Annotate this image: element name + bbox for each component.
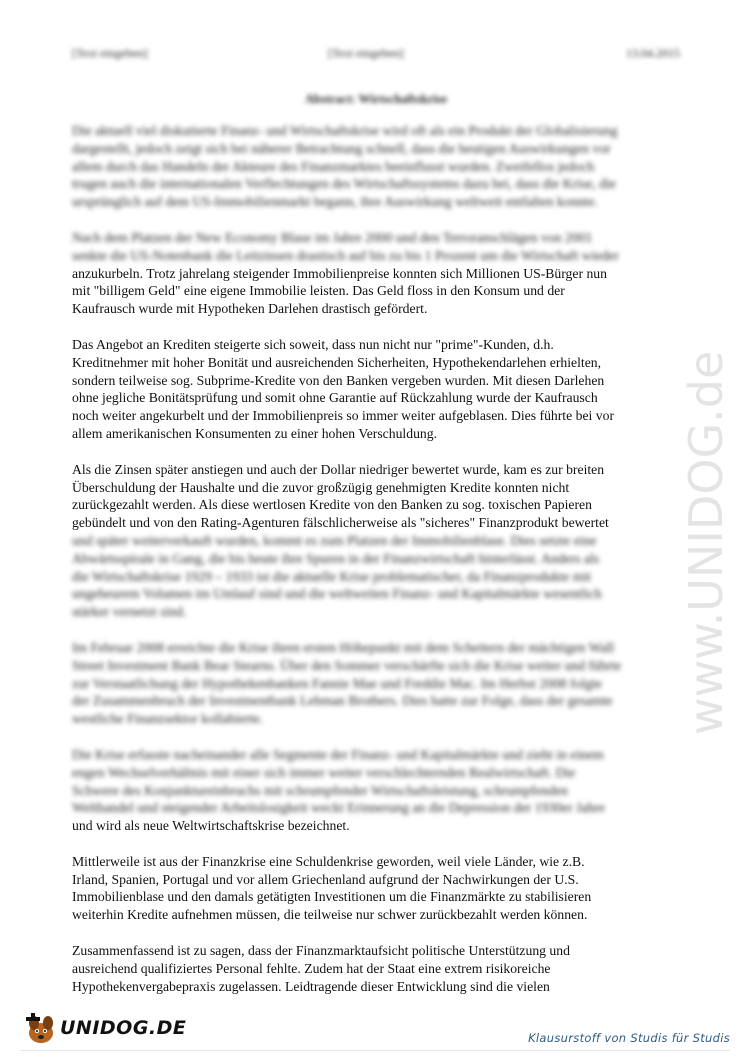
paragraph	[72, 461, 682, 621]
text-line: mit "billigem Geld" eine eigene Immobilie leisten. Das Geld floss in den Konsum und der	[72, 283, 565, 299]
text-line: die Wirtschaftskrise 1929 – 1933 ist die aktuelle Krise problematischer, da Finanzprodukte mit	[72, 568, 592, 584]
text-line: weiterhin Kredite aufnehmen müssen, die teilweise nur schwer zurückbezahlt werden können.	[72, 907, 588, 923]
text-line: Kaufrausch wurde mit Hypotheken Darlehen drastisch gefördert.	[72, 301, 428, 317]
paragraph	[72, 746, 682, 835]
text-line: Das Angebot an Krediten steigerte sich soweit, dass nun nicht nur "prime"-Kunden, d.h.	[72, 336, 554, 352]
paragraph	[72, 853, 682, 924]
document-title: Abstract: Wirtschaftskrise	[304, 92, 448, 106]
text-line: Als die Zinsen später anstiegen und auch der Dollar niedriger bewertet wurde, kam es zur breiten	[72, 461, 605, 477]
page-header	[72, 46, 680, 64]
text-line: Zusammenfassend ist zu sagen, dass der Finanzmarktaufsicht politische Unterstützung und	[72, 943, 570, 959]
text-line: allem durch das Handeln der Akteure des Finanzmarktes beeinflusst wurden. Zweifellos jedoch	[72, 158, 595, 174]
paragraph	[72, 942, 682, 995]
paragraph	[72, 122, 682, 211]
watermark-text: www.UNIDOG.de	[679, 350, 733, 735]
text-line: Hypothekenvergabepraxis zugelassen. Leidtragende dieser Entwicklung sind die vielen	[72, 978, 550, 994]
text-line: Die aktuell viel diskutierte Finanz- und Wirtschaftskrise wird oft als ein Produkt der Globalisierung	[72, 123, 618, 138]
text-line: gebündelt und von den Rating-Agenturen fälschlicherweise als "sicheres" Finanzprodukt bewertet	[72, 515, 609, 531]
text-line: ausreichend qualifiziertes Personal fehlte. Zudem hat der Staat eine extrem risikoreiche	[72, 960, 551, 976]
text-line: dargestellt, jedoch zeigt sich bei näherer Betrachtung schnell, dass die heutigen Auswirkungen vor	[72, 140, 611, 156]
text-line: Im Februar 2008 erreichte die Krise ihren ersten Höhepunkt mit dem Scheitern der mächtigen Wall	[72, 639, 615, 655]
text-line: allem amerikanischen Konsumenten zu einer hohen Verschuldung.	[72, 425, 438, 441]
text-line: ursprünglich auf dem US-Immobilienmarkt begann, ihre Auswirkung weltweit entfalten konnte.	[72, 194, 598, 210]
text-line: stärker vernetzt sind.	[72, 604, 187, 620]
text-line: Die Krise erfasste nacheinander alle Segmente der Finanz- und Kapitalmärkte und zieht in einem	[72, 746, 604, 762]
text-line: zur Verstaatlichung der Hypothekenbanken Fannie Mae und Freddie Mac. Im Herbst 2008 folgte	[72, 675, 602, 691]
document-body	[72, 122, 682, 1013]
text-line: Abwärtsspirale in Gang, die bis heute ihre Spuren in der Finanzwirtschaft hinterlässt. Anders als	[72, 550, 600, 566]
text-line: zurückgezahlt werden. Als diese wertlosen Kredite von den Banken zu sog. toxischen Papieren	[72, 497, 592, 513]
header-left-placeholder: [Text eingeben]	[72, 46, 148, 60]
logo-text: UNIDOG.DE	[60, 1017, 187, 1039]
paragraph	[72, 229, 682, 318]
text-line: der Zusammenbruch der Investmentbank Lehman Brothers. Dies hatte zur Folge, dass der gesamte	[72, 693, 613, 709]
text-line: Kreditnehmer mit hoher Bonität und ausreichenden Sicherheiten, Hypothekendarlehen erhielten,	[72, 354, 602, 370]
text-line: Überschuldung der Haushalte und die zuvor großzügig genehmigten Kredite konnten nicht	[72, 479, 570, 495]
paragraph	[72, 639, 682, 728]
text-line: ohne jegliche Bonitätsprüfung und somit ohne Garantie auf Rückzahlung wurde der Kaufrausch	[72, 390, 598, 406]
text-line: noch weiter angekurbelt und der Immobilienpreis so immer weiter aufgeblasen. Dies führte bei vor	[72, 408, 614, 424]
text-line: trugen auch die internationalen Verflechtungen des Wirtschaftssystems dazu bei, dass die Krise, die	[72, 176, 616, 192]
header-center-placeholder: [Text eingeben]	[328, 46, 404, 60]
paragraph	[72, 336, 682, 443]
text-line: senkte die US-Notenbank die Leitzinsen drastisch auf bis zu bis 1 Prozent um die Wirtschaft wieder	[72, 247, 619, 263]
text-line: ungeheurem Volumen im Umlauf sind und die weltweiten Finanz- und Kapitalmärkte wesentlich	[72, 586, 602, 602]
text-line: Schwere des Konjunktureinbruchs mit schrumpfender Wirtschaftsleistung, schrumpfenden	[72, 782, 569, 798]
unidog-logo[interactable]	[22, 1013, 187, 1047]
footer-divider	[20, 1050, 730, 1051]
text-line: Mittlerweile ist aus der Finanzkrise eine Schuldenkrise geworden, weil viele Länder, wie z.B.	[72, 853, 585, 869]
dog-mascot-icon	[22, 1013, 62, 1047]
text-line: Irland, Spanien, Portugal und vor allem Griechenland aufgrund der Nachwirkungen der U.S.	[72, 871, 579, 887]
text-line: Immobilienblase und den damals getätigten Investitionen um die Finanzmärkte zu stabilisieren	[72, 889, 592, 905]
text-line: engen Wechselverhältnis mit einer sich immer weiter verschlechternden Realwirtschaft. Die	[72, 764, 576, 780]
text-line: Welthandel und steigender Arbeitslosigkeit weckt Erinnerung an die Depression der 1930er Jahre	[72, 800, 605, 816]
text-line: Nach dem Platzen der New Economy Blase im Jahre 2000 und den Terroranschlägen von 2001	[72, 229, 593, 245]
text-line: sondern teilweise sog. Subprime-Kredite von den Banken vergeben wurden. Mit diesen Darlehen	[72, 372, 605, 388]
text-line: anzukurbeln. Trotz jahrelang steigender Immobilienpreise konnten sich Millionen US-Bürger nun	[72, 265, 607, 281]
footer-tagline: Klausurstoff von Studis für Studis	[528, 1031, 730, 1045]
text-line: und wird als neue Weltwirtschaftskrise bezeichnet.	[72, 818, 350, 834]
text-line: und später weiterverkauft wurden, kommt es zum Platzen der Immobilienblase. Dies setzte eine	[72, 532, 597, 548]
text-line: Street Investment Bank Bear Stearns. Über den Sommer verschärfte sich die Krise weiter und führte	[72, 657, 622, 673]
header-date: 13.04.2015	[626, 46, 680, 60]
text-line: westliche Finanzsektor kollabierte.	[72, 711, 264, 727]
